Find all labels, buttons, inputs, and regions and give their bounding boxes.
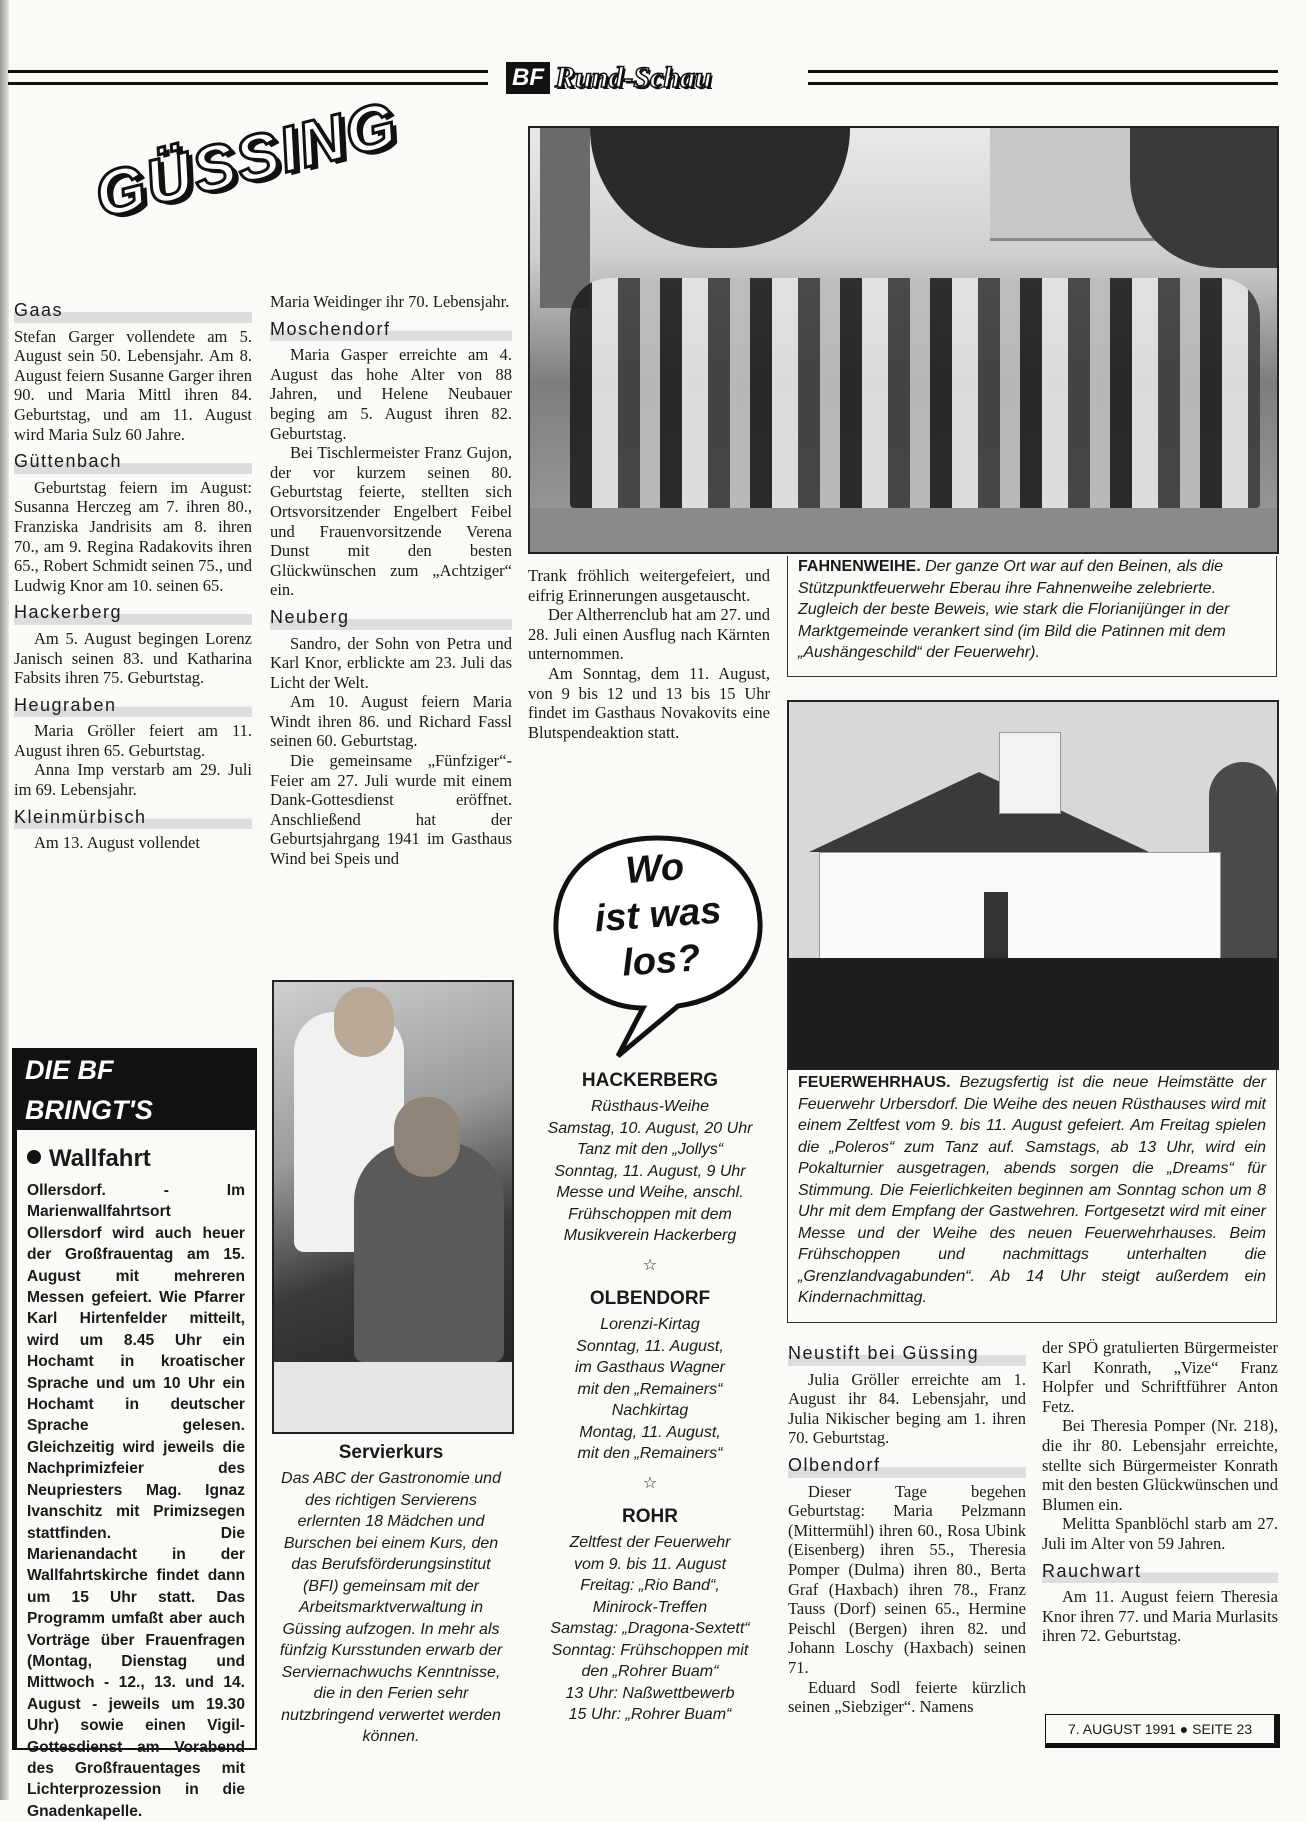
photo-servierkurs (272, 980, 514, 1434)
event-line: Samstag, 10. August, 20 Uhr (547, 1119, 753, 1137)
photo-table (274, 1362, 512, 1432)
event-line: Rüsthaus-Weihe (591, 1098, 709, 1115)
photo-tree (590, 128, 850, 248)
event-line: Sonntag, 11. August, 9 Uhr (554, 1162, 746, 1180)
paragraph: Stefan Garger vollendete am 5. August sein 50. Lebensjahr. Am 8. August feiern Susanne Garger ihren 90. und Maria Mittl ihren 84. Geburtstag, und am 11. August wird Maria Sulz 60 Jahre. (14, 326, 252, 444)
paragraph: Anna Imp verstarb am 29. Juli im 69. Lebensjahr. (14, 760, 252, 800)
event-line: vom 9. bis 11. August (573, 1555, 727, 1573)
fahnenweihe-caption (788, 556, 1276, 664)
feuerwehrhaus-caption-box (787, 1070, 1277, 1323)
event-line: Lorenzi-Kirtag (600, 1316, 700, 1333)
header-rule-left (8, 70, 488, 85)
paragraph: Geburtstag feiern im August: Susanna Herczeg am 7. ihren 80., Franziska Jandrisits am 8. ihren 70., am 9. Regina Radakovits ihren 65., Robert Schmidt seinen 75., und Ludwig Knor am 10. seinen 65. (14, 477, 252, 595)
bubble-line: ist was (593, 889, 723, 941)
paragraph: Am 5. August begingen Lorenz Janisch seinen 83. und Katharina Fabsits ihren 75. Geburtstag. (14, 628, 252, 688)
photo-feuerwehrhaus (787, 700, 1279, 1070)
event-line: Samstag: „Dragona-Sextett“ (550, 1620, 750, 1637)
paragraph: Eduard Sodl feierte kürzlich seinen „Siebziger“. Namens (788, 1677, 1026, 1717)
paragraph: Dieser Tage begehen Geburtstag: Maria Pelzmann (Mittermühl) ihren 60., Rosa Ubink (Eisenberg) ihren 55., Theresia Pomper (Dulma) ihren 80., Berta Graf (Haxbach) ihren 78., Franz Tauss (Dorf) seinen 65., Hermine Peischl (Bergen) ihren 82. und Johann Loschy (Haxbach) seinen 71. (788, 1481, 1026, 1677)
event-line: Montag, 11. August, (579, 1423, 721, 1441)
town-title: GÜSSING (87, 87, 405, 232)
box-title: DIE BF BRINGT'S (17, 1050, 255, 1130)
paragraph: Am 11. August feiern Theresia Knor ihren 77. und Maria Murlasits ihren 72. Geburtstag. (1042, 1587, 1278, 1646)
section-title-kleinmuerbisch: Kleinmürbisch (14, 806, 252, 830)
paragraph: Der Altherrenclub hat am 27. und 28. Juli einen Ausflug nach Kärnten unternommen. (528, 605, 770, 664)
photo-figure-waiter-head (334, 987, 394, 1057)
box-item-title-text: Wallfahrt (49, 1145, 151, 1172)
paragraph: Maria Gröller feiert am 11. August ihren 65. Geburtstag. (14, 721, 252, 760)
event-line: Freitag: „Rio Band“, (580, 1577, 720, 1594)
bubble-text (543, 838, 772, 991)
event-line: Musikverein Hackerberg (563, 1227, 737, 1244)
paragraph: der SPÖ gratulierten Bürgermeister Karl Konrath, „Vize“ Franz Holpfer und Schriftführer Anton Fetz. (1042, 1338, 1278, 1416)
section-title-neuberg: Neuberg (270, 606, 512, 630)
event-line: Minirock-Treffen (592, 1598, 708, 1616)
photo-house-roof (809, 772, 1149, 852)
section-title-guettenbach: Güttenbach (14, 450, 252, 474)
paragraph: Melitta Spanblöchl starb am 27. Juli im Alter von 59 Jahren. (1042, 1514, 1278, 1553)
event-line: Zeltfest der Feuerwehr (569, 1534, 731, 1551)
photo-hedge (789, 958, 1277, 1068)
paragraph: Am 13. August vollendet (34, 833, 200, 853)
star-icon: ☆ (642, 1474, 658, 1492)
bf-bringts-box (12, 1048, 257, 1820)
paragraph: Sandro, der Sohn von Petra und Karl Knor, erblickte am 23. Juli das Licht der Welt. (270, 633, 512, 692)
page-edge (0, 0, 9, 1800)
event-line: Sonntag: Frühschoppen mit (551, 1641, 749, 1659)
paragraph: Die gemeinsame „Fünfziger“-Feier am 27. Juli wurde mit einem Dank-Gottesdienst eröffnet. Anschließend hat der Geburtsjahrgang 1941 im Gasthaus Wind bei Speis und (270, 751, 512, 869)
photo-house-wall (819, 852, 1221, 964)
event-line: 15 Uhr: „Rohrer Buam“ (568, 1706, 732, 1723)
paragraph: Bei Theresia Pomper (Nr. 218), die ihr 80. Lebensjahr erreichte, stellte sich Bürgermeister Konrath mit den besten Glückwünschen und Blumen ein. (1042, 1416, 1278, 1514)
events-list (526, 1066, 774, 1726)
bubble-line: los? (620, 937, 702, 985)
photo-house-tower (999, 732, 1061, 814)
section-title-rauchwart: Rauchwart (1042, 1560, 1278, 1584)
bubble-line: Wo (624, 846, 686, 893)
photo-banner (540, 128, 590, 308)
star-icon: ☆ (642, 1256, 658, 1274)
event-line: mit den „Remainers“ (577, 1445, 723, 1462)
column-4a (788, 1336, 1026, 1717)
paragraph: Am 10. August feiern Maria Windt ihren 86. und Richard Fassl seinen 60. Geburtstag. (270, 692, 512, 751)
event-place: HACKERBERG (581, 1070, 719, 1091)
section-title-hackerberg: Hackerberg (14, 601, 252, 625)
caption-title: Servierkurs (338, 1442, 444, 1463)
column-1 (14, 293, 252, 853)
feuerwehrhaus-caption (788, 1070, 1276, 1311)
event-line: mit den „Remainers“ (577, 1380, 723, 1398)
section-title-neustift: Neustift bei Güssing (788, 1342, 1026, 1366)
fahnenweihe-caption-box (787, 556, 1277, 677)
event-place: ROHR (622, 1506, 678, 1527)
event-place: OLBENDORF (589, 1288, 711, 1309)
photo-trees-right (1130, 128, 1277, 268)
caption-text: Der ganze Ort war auf den Beinen, als die Stützpunktfeuerwehr Eberau ihre Fahnenweihe zelebrierte. Zugleich der beste Beweis, wie stark die Florianijünger in der Marktgemeinde verankert sind (im Bild die Patinnen mit dem „Aushängeschild“ der Feuerwehr). (798, 558, 1230, 661)
bullet-icon (27, 1150, 41, 1164)
caption-text: Bezugsfertig ist die neue Heimstätte der Feuerwehr Urbersdorf. Die Weihe des neuen Rüsthauses wird mit einem Zeltfest vom 9. bis 11. August gefeiert. Am Freitag spielen die „Poleros“ zum Tanz auf. Samstags, ab 13 Uhr, wird ein Pokalturnier ausgetragen, abends sorgen die „Dreams“ für Stimmung. Die Feierlichkeiten beginnen am Sonntag schon um 8 Uhr mit dem Empfang der Gastwehren. Fortgesetzt wird mit einer Messe und der Weihe des neuen Feuerwehrhauses. Beim Frühschoppen und nachmittags unterhalten die „Grenzlandvagabunden“. Ab 14 Uhr steigt außerdem ein Kindernachmittag. (798, 1074, 1266, 1306)
photo-fahnenweihe (528, 126, 1279, 554)
column-3 (528, 566, 770, 742)
event-line: Sonntag, 11. August, (576, 1337, 724, 1355)
paragraph: Maria Gasper erreichte am 4. August das hohe Alter von 88 Jahren, und Helene Neubauer beging am 5. August ihren 82. Geburtstag. (270, 345, 512, 443)
header-logo: BF (506, 62, 550, 94)
column-2 (270, 292, 512, 869)
paragraph: Trank fröhlich weitergefeiert, und eifrig Erinnerungen ausgetauscht. (528, 566, 770, 605)
header-rule-right (808, 70, 1278, 85)
section-title-olbendorf: Olbendorf (788, 1454, 1026, 1478)
event-line: den „Rohrer Buam“ (581, 1663, 719, 1680)
section-title-gaas: Gaas (14, 299, 252, 323)
page-footer: 7. AUGUST 1991 ● SEITE 23 (1045, 1714, 1280, 1748)
event-line: im Gasthaus Wagner (575, 1359, 725, 1376)
caption-title: FEUERWEHRHAUS. (798, 1074, 951, 1091)
box-item-title (27, 1142, 245, 1176)
caption-text: Das ABC der Gastronomie und des richtigen Servierens erlernten 18 Mädchen und Burschen bei einem Kurs, den das Berufsförderungsinstitut (BFI) gemeinsam mit der Arbeitsmarktverwaltung in Güssing aufzogen. In mehr als fünfzig Kursstunden erwarb der Serviernachwuchs Kenntnisse, die in den Ferien sehr nutzbringend verwertet werden können. (279, 1470, 503, 1745)
paragraph: Am Sonntag, dem 11. August, von 9 bis 12 und 13 bis 15 Uhr findet im Gasthaus Novakovits eine Blutspendeaktion statt. (528, 663, 770, 742)
photo-lawn (530, 508, 1277, 552)
photo-house-door (984, 892, 1008, 962)
paragraph: Maria Weidinger ihr 70. Lebensjahr. (270, 292, 510, 311)
event-line: Messe und Weihe, anschl. (556, 1184, 744, 1201)
header-title: Rund-Schau (555, 61, 712, 94)
paragraph: Bei Tischlermeister Franz Gujon, der vor kurzem seinen 80. Geburtstag feierte, stellten sich Ortsvorsitzender Engelbert Feibel und Frauenvorsitzende Verena Dunst mit den besten Glückwünschen zum „Achtziger“ ein. (270, 443, 512, 600)
paragraph: Julia Gröller erreichte am 1. August ihr 84. Lebensjahr, und Julia Nikischer beging am 1. ihren 70. Geburtstag. (788, 1369, 1026, 1448)
servierkurs-caption (272, 1438, 510, 1748)
event-line: 13 Uhr: Naßwettbewerb (565, 1684, 735, 1702)
photo-figure-guest-head (394, 1097, 460, 1177)
column-4b (1042, 1338, 1278, 1646)
event-line: Tanz mit den „Jollys“ (576, 1141, 724, 1158)
photo-group-people (570, 278, 1260, 508)
section-title-moschendorf: Moschendorf (270, 318, 512, 342)
section-title-heugraben: Heugraben (14, 694, 252, 718)
event-line: Nachkirtag (611, 1402, 689, 1419)
event-line: Frühschoppen mit dem (568, 1205, 732, 1223)
box-text: Ollersdorf. - Im Marienwallfahrtsort Ollersdorf wird auch heuer der Großfrauentag am 15. August mit mehreren Messen gefeiert. Wie Pfarrer Karl Hirtenfelder mitteilt, wird um 8.45 Uhr ein Hochamt in kroatischer Sprache und um 10 Uhr ein Hochamt in deutscher Sprache gelesen. Gleichzeitig wird jeweils die Nachprimizfeier des Neupriesters Mag. Ignaz Ivanschitz mit Primizsegen stattfinden. Die Marienandacht in der Wallfahrtskirche findet dann um 15 Uhr statt. Das Programm umfaßt aber auch Vorträge über Frauenfragen (Montag, Dienstag und Mittwoch - 12., 13. und 14. August - jeweils um 19.30 Uhr) sowie einen Vigil-Gottesdienst am Vorabend des Großfrauentages mit Lichterprozession in die Gnadenkapelle. (27, 1182, 245, 1820)
caption-title: FAHNENWEIHE. (798, 558, 921, 575)
